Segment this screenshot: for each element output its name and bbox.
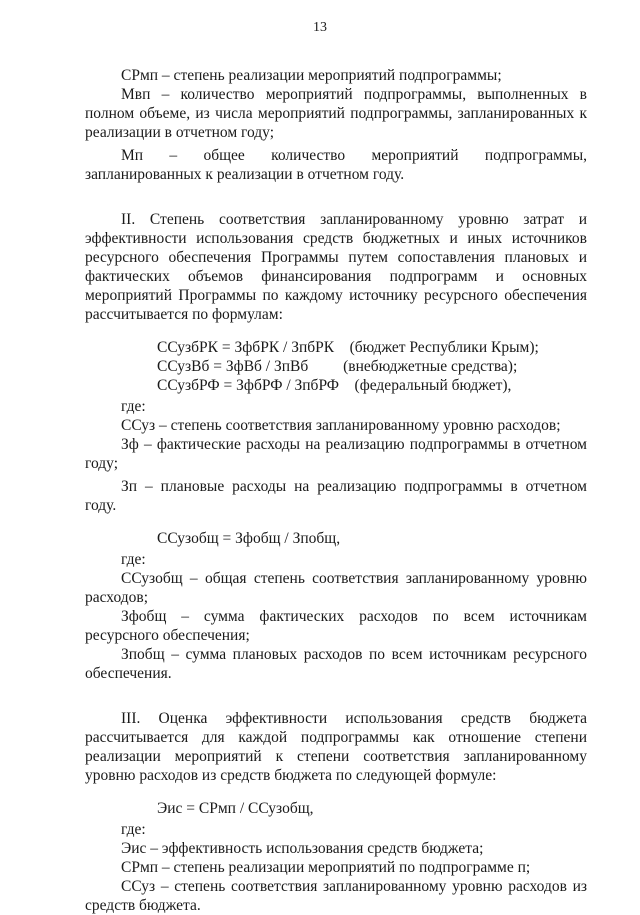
def-zpobsh: Зпобщ – сумма плановых расходов по всем источникам ресурсного обеспечения.	[85, 646, 587, 682]
def-zfobsh: Зфобщ – сумма фактических расходов по всем источникам ресурсного обеспечения;	[85, 608, 587, 644]
def-srmp: СРмп – степень реализации мероприятий подпрограммы;	[121, 67, 502, 84]
def-eis: Эис – эффективность использования средств бюджета;	[121, 840, 484, 857]
def-zf: Зф – фактические расходы на реализацию подпрограммы в отчетном году;	[85, 436, 587, 472]
def-ssuz-budget: ССуз – степень соответствия запланированному уровню расходов из средств бюджета.	[85, 878, 587, 914]
formulas-block-2	[85, 338, 587, 395]
def-ssuzobsh: ССузобщ – общая степень соответствия запланированному уровню расходов;	[85, 570, 587, 606]
page-number: 13	[313, 20, 327, 35]
document-body	[85, 66, 587, 915]
def-mp: Мп – общее количество мероприятий подпрограммы, запланированных к реализации в отчетном году.	[85, 147, 587, 183]
formula-brk: ССузбРК = ЗфбРК / ЗпбРК (бюджет Республики Крым);	[157, 339, 539, 356]
formula-vb: ССузВб = ЗфВб / ЗпВб (внебюджетные средства);	[157, 358, 518, 375]
section-3-paragraph: III. Оценка эффективности использования средств бюджета рассчитывается для каждой подпрограммы как отношение степени реализации мероприятий к степени соответствия запланированному уровню расходов из средств бюджета по следующей формуле:	[85, 710, 587, 784]
where-label-1: где:	[121, 398, 146, 415]
def-srmp-p: СРмп – степень реализации мероприятий по подпрограмме п;	[121, 859, 531, 876]
def-zp: Зп – плановые расходы на реализацию подпрограммы в отчетном году.	[85, 478, 587, 514]
where-label-3: где:	[121, 821, 146, 838]
formula-obsh: ССузобщ = Зфобщ / Зпобщ,	[157, 530, 341, 547]
section-2-paragraph: II. Степень соответствия запланированному уровню затрат и эффективности использования средств бюджетных и иных источников ресурсного обеспечения Программы путем сопоставления плановых и фактических объемов финансирования подпрограмм и основных мероприятий Программы по каждому источнику ресурсного обеспечения рассчитывается по формулам:	[85, 211, 587, 323]
formula-brf: ССузбРФ = ЗфбРФ / ЗпбРФ (федеральный бюджет),	[157, 377, 512, 394]
def-mvp: Мвп – количество мероприятий подпрограммы, выполненных в полном объеме, из числа мероприятий подпрограммы, запланированных к реализации в отчетном году;	[85, 86, 587, 141]
formula-eis: Эис = СРмп / ССузобщ,	[157, 800, 314, 817]
where-label-2: где:	[121, 551, 146, 568]
def-ssuz: ССуз – степень соответствия запланированному уровню расходов;	[121, 417, 561, 434]
